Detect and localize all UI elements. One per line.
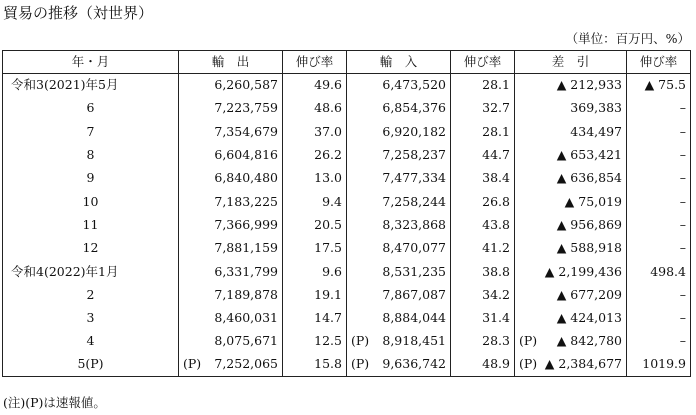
balance-cell-value: ▲ 677,209 — [556, 286, 622, 302]
imports-growth-cell — [451, 306, 515, 329]
balance-cell — [515, 260, 627, 283]
balance-cell-value: ▲ 653,421 — [556, 147, 622, 163]
balance-cell — [515, 74, 627, 97]
month-cell-value: 4 — [86, 333, 95, 349]
balance-growth-cell — [627, 190, 691, 213]
balance-cell — [515, 143, 627, 166]
imports-cell-prefix: (P) — [351, 333, 370, 349]
month-cell-value: 8 — [86, 147, 95, 163]
exports-cell — [179, 283, 283, 306]
exports-cell — [179, 167, 283, 190]
imports-cell — [347, 353, 451, 376]
table-row — [3, 353, 691, 376]
exports-growth-cell-value: 20.5 — [314, 216, 342, 232]
imports-growth-cell — [451, 283, 515, 306]
exports-cell — [179, 353, 283, 376]
table-row — [3, 143, 691, 166]
imports-growth-header: 伸び率 — [451, 51, 515, 74]
imports-cell-value: 6,920,182 — [382, 123, 446, 139]
month-cell — [3, 283, 179, 306]
balance-cell — [515, 167, 627, 190]
imports-growth-cell — [451, 330, 515, 353]
imports-cell — [347, 120, 451, 143]
balance-growth-cell — [627, 260, 691, 283]
balance-growth-cell — [627, 283, 691, 306]
imports-cell-value: 8,531,235 — [382, 263, 446, 279]
exports-growth-cell — [283, 143, 347, 166]
month-cell-value: 6 — [86, 100, 95, 116]
balance-cell-value: 434,497 — [570, 123, 622, 139]
exports-growth-cell-value: 12.5 — [314, 333, 342, 349]
balance-cell — [515, 237, 627, 260]
balance-cell-value: ▲ 588,918 — [556, 240, 622, 256]
balance-cell-value: ▲ 636,854 — [556, 170, 622, 186]
exports-growth-cell — [283, 306, 347, 329]
exports-growth-cell — [283, 353, 347, 376]
table-row — [3, 330, 691, 353]
imports-growth-cell-value: 43.8 — [482, 216, 510, 232]
imports-growth-cell — [451, 167, 515, 190]
exports-cell — [179, 213, 283, 236]
exports-growth-cell-value: 14.7 — [314, 310, 342, 326]
exports-growth-cell — [283, 120, 347, 143]
exports-growth-cell-value: 9.6 — [322, 263, 342, 279]
balance-growth-cell — [627, 213, 691, 236]
balance-growth-cell — [627, 167, 691, 190]
table-row — [3, 260, 691, 283]
exports-cell-value: 6,331,799 — [214, 263, 278, 279]
balance-header: 差 引 — [515, 51, 627, 74]
unit-note: （単位：百万円、%） — [565, 31, 690, 46]
balance-growth-cell — [627, 143, 691, 166]
balance-cell — [515, 120, 627, 143]
imports-growth-cell-value: 26.8 — [482, 193, 510, 209]
imports-cell-value: 7,258,237 — [382, 147, 446, 163]
balance-growth-cell-value: – — [679, 333, 686, 349]
month-cell — [3, 237, 179, 260]
imports-cell — [347, 74, 451, 97]
exports-cell-value: 8,460,031 — [214, 310, 278, 326]
exports-cell — [179, 237, 283, 260]
imports-cell-value: 7,258,244 — [382, 193, 446, 209]
imports-cell-prefix: (P) — [351, 356, 370, 372]
balance-cell-value: ▲ 842,780 — [556, 333, 622, 349]
balance-cell-value: ▲ 75,019 — [564, 193, 622, 209]
month-cell-value: 11 — [82, 216, 99, 232]
imports-growth-cell-value: 28.3 — [482, 333, 510, 349]
balance-growth-cell-value: ▲ 75.5 — [644, 77, 686, 93]
balance-growth-cell — [627, 237, 691, 260]
exports-cell-value: 6,604,816 — [214, 147, 278, 163]
month-cell-value: 2 — [86, 286, 95, 302]
imports-cell-value: 7,477,334 — [382, 170, 446, 186]
exports-cell-value: 6,260,587 — [214, 77, 278, 93]
balance-growth-cell — [627, 74, 691, 97]
exports-growth-cell — [283, 97, 347, 120]
month-cell-value: 10 — [82, 193, 99, 209]
imports-growth-cell-value: 48.9 — [482, 356, 510, 372]
month-cell-value: 9 — [86, 170, 95, 186]
exports-cell-value: 8,075,671 — [214, 333, 278, 349]
table-row — [3, 283, 691, 306]
exports-header: 輸 出 — [179, 51, 283, 74]
month-cell — [3, 74, 179, 97]
balance-cell — [515, 306, 627, 329]
imports-growth-cell-value: 44.7 — [482, 147, 510, 163]
table-row — [3, 306, 691, 329]
imports-cell-value: 6,854,376 — [382, 100, 446, 116]
balance-cell-prefix: (P) — [519, 356, 538, 372]
imports-growth-cell-value: 32.7 — [482, 100, 510, 116]
exports-cell — [179, 74, 283, 97]
month-cell-value: 7 — [86, 123, 95, 139]
month-cell — [3, 213, 179, 236]
exports-growth-cell-value: 17.5 — [314, 240, 342, 256]
exports-growth-cell-value: 13.0 — [314, 170, 342, 186]
imports-cell-value: 8,470,077 — [382, 240, 446, 256]
balance-growth-cell-value: 1019.9 — [642, 356, 686, 372]
month-cell-value: 令和3(2021)年5月 — [11, 77, 119, 93]
imports-growth-cell-value: 31.4 — [482, 310, 510, 326]
balance-growth-cell-value: – — [679, 193, 686, 209]
table-row — [3, 237, 691, 260]
balance-growth-cell-value: – — [679, 310, 686, 326]
exports-growth-cell-value: 49.6 — [314, 77, 342, 93]
imports-growth-cell — [451, 213, 515, 236]
table-title: 貿易の推移（対世界） — [3, 4, 154, 22]
month-cell-value: 5(P) — [77, 356, 104, 372]
month-cell — [3, 353, 179, 376]
balance-growth-cell-value: – — [679, 286, 686, 302]
trade-table — [2, 50, 691, 377]
balance-growth-cell-value: 498.4 — [650, 263, 686, 279]
exports-growth-cell-value: 15.8 — [314, 356, 342, 372]
exports-growth-cell-value: 48.6 — [314, 100, 342, 116]
month-cell — [3, 97, 179, 120]
imports-cell-value: 8,884,044 — [382, 310, 446, 326]
balance-growth-cell-value: – — [679, 216, 686, 232]
exports-growth-cell — [283, 74, 347, 97]
exports-growth-cell — [283, 213, 347, 236]
footnote: (注)(P)は速報値。 — [3, 395, 106, 410]
exports-growth-cell — [283, 260, 347, 283]
imports-header: 輸 入 — [347, 51, 451, 74]
imports-cell-value: 8,323,868 — [382, 216, 446, 232]
imports-growth-cell — [451, 97, 515, 120]
table-row — [3, 74, 691, 97]
imports-cell-value: 7,867,087 — [382, 286, 446, 302]
imports-growth-cell-value: 28.1 — [482, 123, 510, 139]
month-cell — [3, 167, 179, 190]
imports-cell-value: 8,918,451 — [382, 333, 446, 349]
exports-cell-value: 7,881,159 — [214, 240, 278, 256]
exports-cell-value: 7,183,225 — [214, 193, 278, 209]
exports-growth-cell — [283, 330, 347, 353]
table-row — [3, 213, 691, 236]
exports-growth-cell-value: 26.2 — [314, 147, 342, 163]
imports-growth-cell-value: 41.2 — [482, 240, 510, 256]
exports-cell — [179, 120, 283, 143]
balance-growth-cell — [627, 97, 691, 120]
imports-growth-cell-value: 38.8 — [482, 263, 510, 279]
month-cell — [3, 190, 179, 213]
month-cell — [3, 306, 179, 329]
imports-growth-cell — [451, 260, 515, 283]
balance-growth-header: 伸び率 — [627, 51, 691, 74]
balance-growth-cell-value: – — [679, 147, 686, 163]
imports-cell — [347, 306, 451, 329]
balance-growth-cell-value: – — [679, 100, 686, 116]
exports-cell — [179, 97, 283, 120]
balance-growth-cell — [627, 306, 691, 329]
exports-growth-header: 伸び率 — [283, 51, 347, 74]
exports-growth-cell — [283, 190, 347, 213]
imports-cell-value: 6,473,520 — [382, 77, 446, 93]
exports-cell-value: 7,252,065 — [214, 356, 278, 372]
exports-growth-cell — [283, 167, 347, 190]
balance-cell-value: ▲ 2,199,436 — [544, 263, 622, 279]
balance-cell — [515, 330, 627, 353]
imports-cell — [347, 260, 451, 283]
balance-growth-cell-value: – — [679, 123, 686, 139]
imports-cell — [347, 283, 451, 306]
exports-cell-value: 7,354,679 — [214, 123, 278, 139]
balance-cell — [515, 353, 627, 376]
month-cell — [3, 330, 179, 353]
imports-growth-cell — [451, 190, 515, 213]
imports-growth-cell-value: 34.2 — [482, 286, 510, 302]
exports-growth-cell-value: 9.4 — [322, 193, 342, 209]
balance-cell-value: ▲ 424,013 — [556, 310, 622, 326]
imports-growth-cell-value: 38.4 — [482, 170, 510, 186]
imports-cell — [347, 213, 451, 236]
month-cell-value: 3 — [86, 310, 95, 326]
balance-cell — [515, 283, 627, 306]
month-cell — [3, 143, 179, 166]
exports-cell — [179, 260, 283, 283]
exports-growth-cell — [283, 283, 347, 306]
header-row — [3, 51, 691, 74]
balance-cell — [515, 97, 627, 120]
exports-cell — [179, 330, 283, 353]
balance-cell — [515, 190, 627, 213]
imports-cell — [347, 143, 451, 166]
month-cell — [3, 120, 179, 143]
exports-cell-value: 7,223,759 — [214, 100, 278, 116]
month-cell — [3, 260, 179, 283]
imports-cell — [347, 190, 451, 213]
table-row — [3, 97, 691, 120]
imports-cell-value: 9,636,742 — [382, 356, 446, 372]
exports-growth-cell-value: 19.1 — [314, 286, 342, 302]
table-row — [3, 190, 691, 213]
imports-cell — [347, 97, 451, 120]
month-header: 年・月 — [3, 51, 179, 74]
balance-cell-value: ▲ 956,869 — [556, 216, 622, 232]
imports-growth-cell-value: 28.1 — [482, 77, 510, 93]
balance-cell-value: 369,383 — [570, 100, 622, 116]
imports-growth-cell — [451, 143, 515, 166]
balance-cell-value: ▲ 212,933 — [556, 77, 622, 93]
imports-cell — [347, 330, 451, 353]
imports-growth-cell — [451, 120, 515, 143]
balance-growth-cell — [627, 353, 691, 376]
balance-cell-prefix: (P) — [519, 333, 538, 349]
imports-cell — [347, 237, 451, 260]
balance-cell-value: ▲ 2,384,677 — [544, 356, 622, 372]
imports-growth-cell — [451, 237, 515, 260]
exports-cell-value: 7,189,878 — [214, 286, 278, 302]
exports-cell-prefix: (P) — [183, 356, 202, 372]
month-cell-value: 12 — [82, 240, 99, 256]
imports-growth-cell — [451, 353, 515, 376]
imports-cell — [347, 167, 451, 190]
exports-cell — [179, 306, 283, 329]
balance-growth-cell — [627, 120, 691, 143]
exports-cell-value: 7,366,999 — [214, 216, 278, 232]
month-cell-value: 令和4(2022)年1月 — [11, 263, 119, 279]
exports-growth-cell-value: 37.0 — [314, 123, 342, 139]
balance-growth-cell — [627, 330, 691, 353]
table-row — [3, 120, 691, 143]
balance-growth-cell-value: – — [679, 170, 686, 186]
balance-cell — [515, 213, 627, 236]
imports-growth-cell — [451, 74, 515, 97]
exports-cell — [179, 190, 283, 213]
exports-growth-cell — [283, 237, 347, 260]
table-row — [3, 167, 691, 190]
exports-cell — [179, 143, 283, 166]
exports-cell-value: 6,840,480 — [214, 170, 278, 186]
balance-growth-cell-value: – — [679, 240, 686, 256]
